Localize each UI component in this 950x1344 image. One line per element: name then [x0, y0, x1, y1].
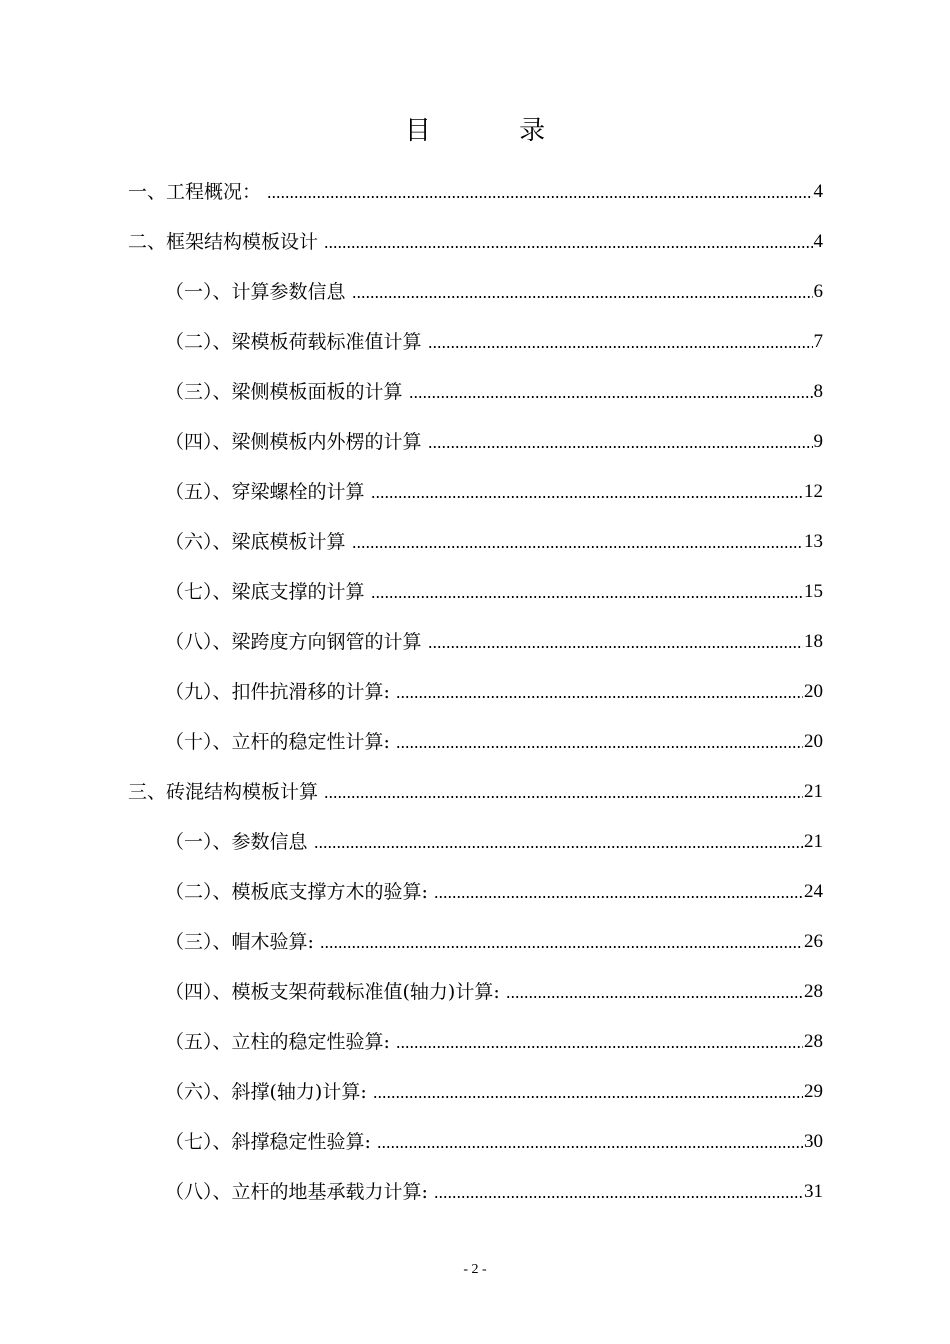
toc-entry[interactable]: [165, 716, 823, 756]
toc-leader-dots: [377, 1144, 803, 1150]
toc-entry-page: 4: [813, 181, 823, 202]
toc-leader-dots: [506, 994, 803, 1000]
toc-entry-label: （七）、梁底支撑的计算: [165, 581, 365, 603]
toc-leader-dots: [428, 444, 813, 450]
toc-entry-label: （二）、模板底支撑方木的验算:: [165, 881, 428, 903]
toc-entry-label: （四）、模板支架荷载标准值(轴力)计算:: [165, 981, 500, 1003]
toc-entry[interactable]: [165, 666, 823, 706]
toc-leader-dots: [396, 1044, 803, 1050]
toc-entry-page: 9: [813, 431, 823, 452]
toc-entry-label: （五）、穿梁螺栓的计算: [165, 481, 365, 503]
toc-entry[interactable]: [165, 1066, 823, 1106]
toc-entry-label: （七）、斜撑稳定性验算:: [165, 1131, 371, 1153]
toc-entry-label: 三、砖混结构模板计算: [128, 781, 319, 803]
toc-entry-label: （九）、扣件抗滑移的计算:: [165, 681, 390, 703]
toc-entry-page: 28: [804, 1031, 823, 1052]
toc-entry-page: 30: [804, 1131, 823, 1152]
toc-leader-dots: [409, 394, 813, 400]
toc-entry-page: 4: [813, 231, 823, 252]
toc-entry[interactable]: [165, 366, 823, 406]
toc-entry-label: （八）、立杆的地基承载力计算:: [165, 1181, 428, 1203]
toc-entry-page: 13: [804, 531, 823, 552]
toc-leader-dots: [434, 894, 803, 900]
toc-entry-page: 31: [804, 1181, 823, 1202]
toc-entry[interactable]: [128, 166, 823, 206]
toc-entry[interactable]: [128, 216, 823, 256]
toc-entry[interactable]: [165, 1116, 823, 1156]
toc-entry-page: 29: [804, 1081, 823, 1102]
toc-entry[interactable]: [165, 966, 823, 1006]
toc-entry-label: （六）、斜撑(轴力)计算:: [165, 1081, 367, 1103]
toc-entry-label: （一）、参数信息: [165, 831, 308, 853]
toc-leader-dots: [371, 594, 803, 600]
toc-leader-dots: [320, 944, 803, 950]
toc-entry-page: 24: [804, 881, 823, 902]
toc-entry-page: 28: [804, 981, 823, 1002]
toc-title: 目 录: [404, 116, 586, 146]
toc-entry[interactable]: [165, 816, 823, 856]
toc-leader-dots: [371, 494, 803, 500]
toc-entry-label: （二）、梁模板荷载标准值计算: [165, 331, 422, 353]
toc-entry[interactable]: [165, 1166, 823, 1206]
toc-entry-page: 12: [804, 481, 823, 502]
toc-leader-dots: [324, 794, 803, 800]
toc-leader-dots: [396, 694, 803, 700]
toc-leader-dots: [267, 194, 812, 200]
toc-entry[interactable]: [165, 316, 823, 356]
toc-entry-page: 7: [813, 331, 823, 352]
toc-entry[interactable]: [165, 466, 823, 506]
toc-leader-dots: [428, 644, 803, 650]
toc-entry-label: 二、框架结构模板设计: [128, 231, 319, 253]
toc-entry[interactable]: [165, 566, 823, 606]
page-number: - 2 -: [463, 1262, 487, 1277]
toc-entry[interactable]: [165, 616, 823, 656]
toc-entry-page: 15: [804, 581, 823, 602]
toc-leader-dots: [352, 544, 803, 550]
toc-entry[interactable]: [128, 766, 823, 806]
toc-entry-page: 21: [804, 831, 823, 852]
toc-entry-label: 一、工程概况：: [128, 181, 262, 203]
toc-entry[interactable]: [165, 416, 823, 456]
toc-entry-page: 6: [813, 281, 823, 302]
toc-entry-label: （三）、帽木验算:: [165, 931, 314, 953]
toc-entry-label: （十）、立杆的稳定性计算:: [165, 731, 390, 753]
toc-leader-dots: [434, 1194, 803, 1200]
toc-leader-dots: [396, 744, 803, 750]
toc-leader-dots: [352, 294, 813, 300]
toc-entry-label: （六）、梁底模板计算: [165, 531, 346, 553]
toc-entry-label: （五）、立柱的稳定性验算:: [165, 1031, 390, 1053]
toc-entry-page: 26: [804, 931, 823, 952]
toc-entry[interactable]: [165, 1016, 823, 1056]
toc-entry-page: 18: [804, 631, 823, 652]
toc-entry[interactable]: [165, 516, 823, 556]
toc-leader-dots: [373, 1094, 803, 1100]
toc-leader-dots: [314, 844, 803, 850]
toc-leader-dots: [428, 344, 813, 350]
toc-entry-label: （八）、梁跨度方向钢管的计算: [165, 631, 422, 653]
toc-entry-page: 21: [804, 781, 823, 802]
toc-entry-page: 8: [813, 381, 823, 402]
toc-entry-label: （四）、梁侧模板内外楞的计算: [165, 431, 422, 453]
toc-leader-dots: [324, 244, 812, 250]
toc-entry[interactable]: [165, 266, 823, 306]
toc-entry-label: （一）、计算参数信息: [165, 281, 346, 303]
toc-entry-page: 20: [804, 731, 823, 752]
toc-entry[interactable]: [165, 866, 823, 906]
toc-entry-label: （三）、梁侧模板面板的计算: [165, 381, 403, 403]
toc-entry[interactable]: [165, 916, 823, 956]
toc-entry-page: 20: [804, 681, 823, 702]
